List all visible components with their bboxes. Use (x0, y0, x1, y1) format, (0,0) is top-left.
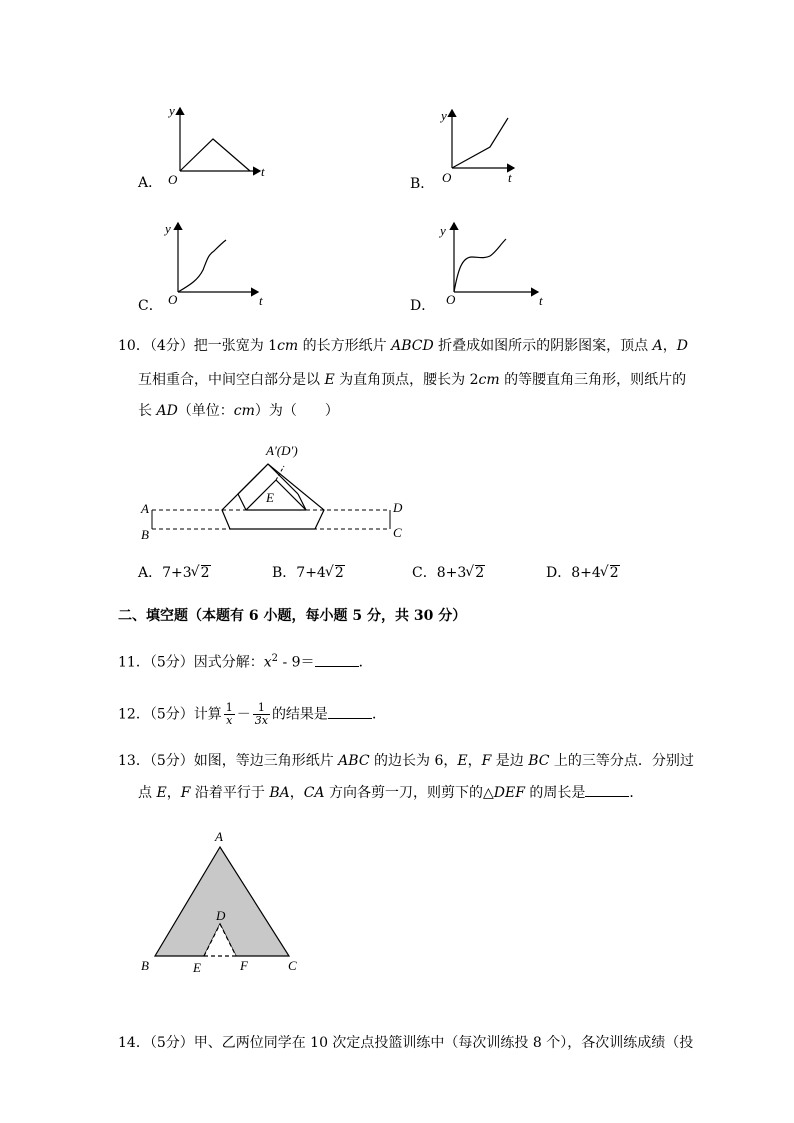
q10-figure (138, 436, 418, 546)
option-label-d: D． (410, 298, 436, 314)
q10-line-3: 长 AD（单位：cm）为（ ） (138, 403, 339, 419)
q10-line-2: 互相重合，中间空白部分是以 E 为直角顶点，腰长为 2cm 的等腰直角三角形，则纸片的 (138, 372, 687, 388)
label-e: E (266, 490, 274, 505)
q11: 11．（5分）因式分解：$x^2 - 9=$ ． (118, 653, 373, 671)
label-a: A (215, 829, 223, 844)
y-label: y (169, 103, 175, 118)
label-c: C (393, 525, 402, 540)
q10-line-1: 10．（4分）把一张宽为 1cm 的长方形纸片 ABCD 折叠成如图所示的阴影图案，顶点 A，D (118, 338, 688, 354)
q10-option-b[interactable]: B．7+4√ 2 (272, 564, 345, 582)
origin-label: O (168, 292, 178, 307)
label-e: E (193, 960, 201, 975)
label-c: C (288, 958, 297, 973)
inner-fold-line (298, 494, 306, 510)
q10-option-a[interactable]: A．7+3√ 2 (138, 564, 211, 582)
answer-blank[interactable] (585, 782, 629, 797)
y-label: y (440, 223, 446, 238)
label-d: D (216, 908, 226, 923)
graph-d (432, 215, 552, 310)
answer-blank[interactable] (328, 704, 372, 719)
q12: 12．（5分）计算 $\frac{1}{x}$ － $\frac{1}{3x}$ 的结果是 ． (118, 701, 386, 727)
graph-b (432, 100, 532, 190)
label-a: A (141, 501, 149, 516)
option-label-a: A． (138, 175, 163, 191)
x-label: t (261, 164, 265, 179)
option-label-c: C． (138, 298, 163, 314)
graph-curve (454, 239, 506, 292)
origin-label: O (442, 170, 452, 185)
x-label: t (539, 293, 543, 308)
q13-figure (138, 826, 308, 976)
graph-curve (178, 240, 226, 292)
inner-fold-line (238, 494, 246, 510)
q13-line-2: 点 E，F 沿着平行于 BA，CA 方向各剪一刀，则剪下的△DEF 的周长是 ． (138, 782, 643, 802)
fraction: $\frac{1}{3x}$ (254, 701, 268, 727)
x-label: t (508, 170, 512, 185)
x-label: t (259, 293, 263, 308)
label-d: D (393, 500, 403, 515)
q14-line-1: 14．（5分）甲、乙两位同学在 10 次定点投篮训练中（每次训练投 8 个），各次训练成绩（投 (118, 1035, 694, 1051)
y-label: y (441, 108, 447, 123)
y-label: y (165, 221, 171, 236)
q10-option-c[interactable]: C．8+3√ 2 (412, 564, 485, 582)
origin-label: O (168, 172, 178, 187)
graph-curve (452, 118, 508, 168)
label-top: A′(D′) (266, 443, 298, 458)
inner-fold-line (238, 464, 268, 494)
label-b: B (141, 527, 149, 542)
q10-option-d[interactable]: D．8+4√ 2 (546, 564, 620, 582)
label-f: F (240, 958, 248, 973)
fraction: $\frac{1}{x}$ (225, 701, 233, 727)
graph-c (160, 215, 280, 310)
origin-label: O (446, 292, 456, 307)
inner-triangle-leg (276, 480, 306, 510)
graph-curve (180, 139, 250, 171)
section-2-title: 二、填空题（本题有 6 小题，每小题 5 分，共 30 分） (118, 608, 467, 624)
label-b: B (141, 958, 149, 973)
answer-blank[interactable] (315, 652, 359, 667)
q13-line-1: 13．（5分）如图，等边三角形纸片 ABC 的边长为 6，E，F 是边 BC 上的三等分点．分别过 (118, 753, 694, 769)
option-label-b: B． (410, 176, 435, 192)
graph-a (160, 100, 280, 190)
